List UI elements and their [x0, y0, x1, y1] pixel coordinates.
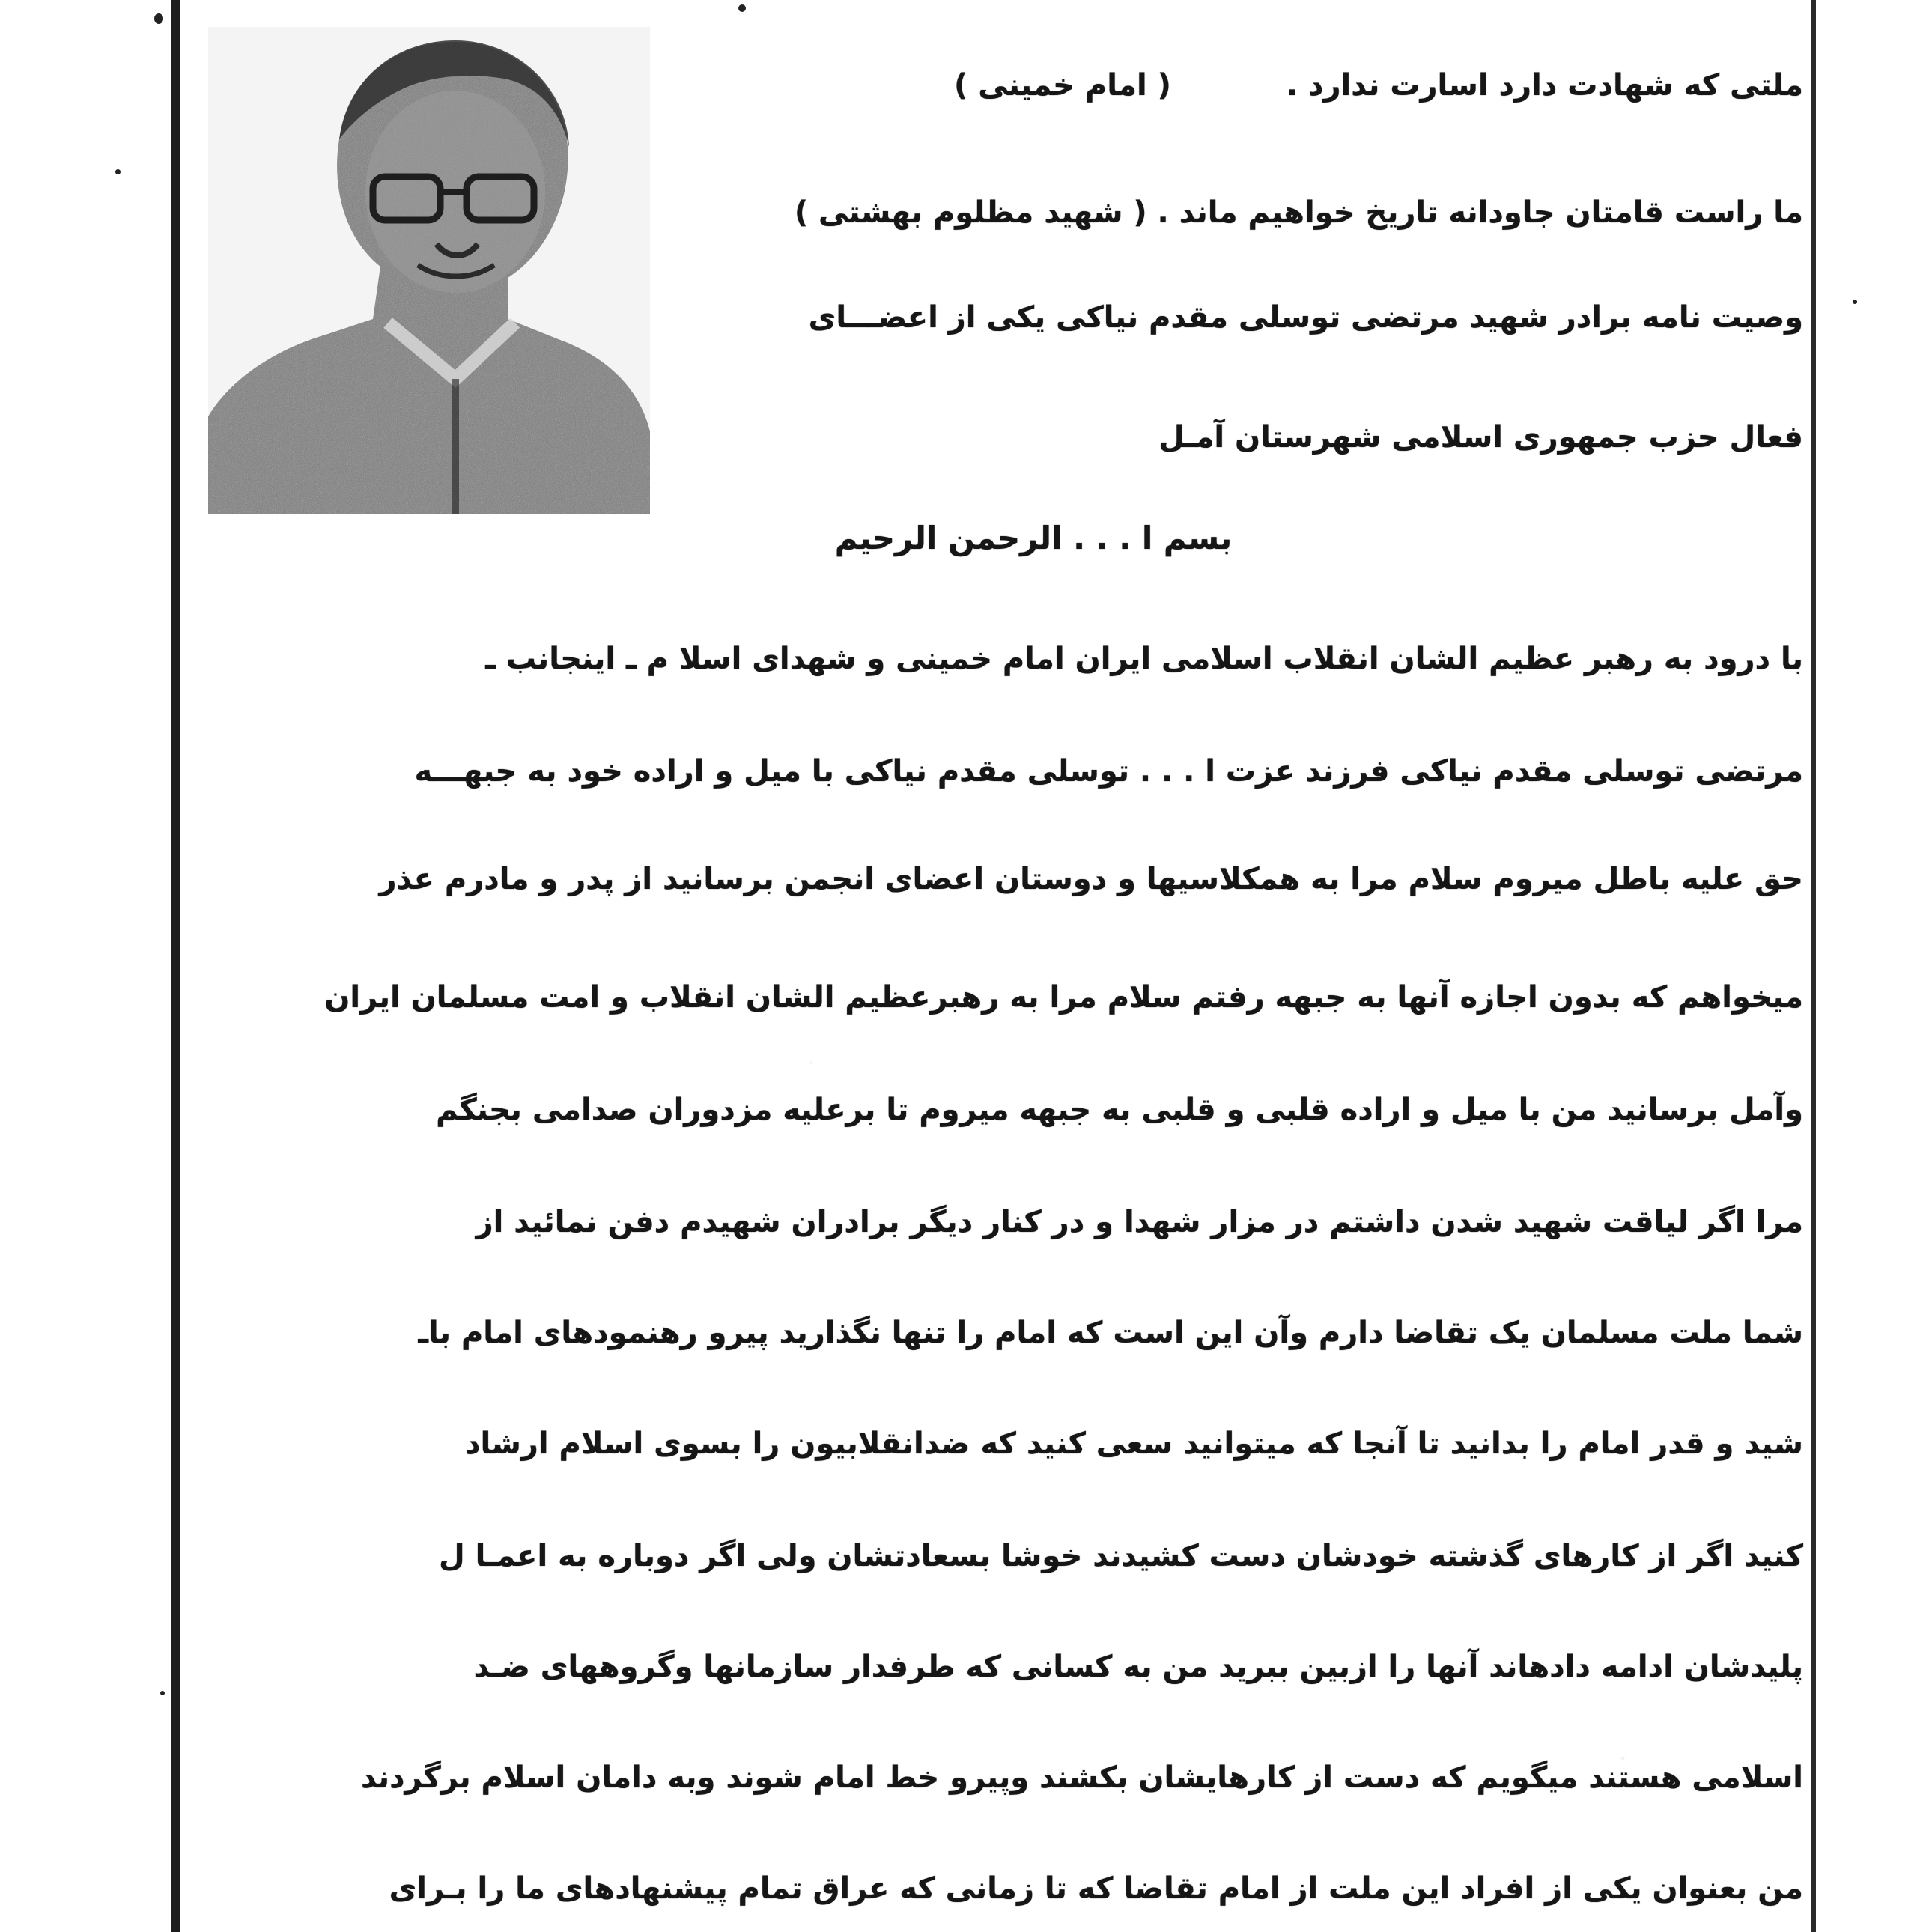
document-title-line-2: فعال حزب جمهوری اسلامی شهرستان آمـل — [1158, 420, 1803, 455]
bismillah-heading: بسم ا . . . الرحمن الرحیم — [834, 520, 1233, 556]
portrait-photo — [208, 27, 650, 514]
scan-speck — [154, 13, 163, 24]
right-page-edge — [1811, 0, 1816, 1932]
document-title-line-1: وصیت نامه برادر شهید مرتضی توسلی مقدم نیاکی یکی از اعضـــای — [808, 300, 1803, 335]
body-line: اسلامی هستند میگویم که دست از کارهایشان بکشند وپیرو خط امام شوند وبه دامان اسلام برگردند — [360, 1761, 1803, 1795]
body-line: مرا اگر لیاقت شهید شدن داشتم در مزار شهدا و در کنار دیگر برادران شهیدم دفن نمائید از — [476, 1205, 1803, 1239]
quote-attribution: ( امام خمینی ) — [954, 68, 1171, 103]
scan-speck — [1853, 300, 1857, 304]
body-line: شما ملت مسلمان یک تقاضا دارم وآن این است که امام را تنها نگذارید پیرو رهنمودهای امام باـ — [418, 1316, 1803, 1350]
body-line: پلیدشان ادامه دادهاند آنها را ازبین ببرید من به کسانی که طرفدار سازمانها وگروههای ضـد — [473, 1650, 1803, 1684]
quote-text: ملتی که شهادت دارد اسارت ندارد . — [1286, 68, 1803, 103]
body-line: من بعنوان یکی از افراد این ملت از امام تقاضا که تا زمانی که عراق تمام پیشنهادهای ما را بـرای — [389, 1871, 1803, 1906]
body-line: حق علیه باطل میروم سلام مرا به همکلاسیها و دوستان اعضای انجمن برسانید از پدر و مادرم عذر — [379, 862, 1803, 896]
scan-speck — [160, 1691, 165, 1695]
body-line: کنید اگر از کارهای گذشته خودشان دست کشیدند خوشا بسعادتشان ولی اگر دوباره به اعمـا ل — [439, 1539, 1803, 1573]
quote-shahid-beheshti: ما راست قامتان جاودانه تاریخ خواهیم ماند . ( شهید مظلوم بهشتی ) — [794, 195, 1803, 230]
scan-speck — [738, 4, 746, 12]
body-line: شید و قدر امام را بدانید تا آنجا که میتوانید سعی کنید که ضدانقلابیون را بسوی اسلام ارشاد — [464, 1427, 1803, 1461]
body-line: با درود به رهبر عظیم الشان انقلاب اسلامی ایران امام خمینی و شهدای اسلا م ـ اینجانب ـ — [485, 642, 1803, 676]
portrait-image — [208, 27, 650, 514]
scan-speck — [115, 169, 121, 174]
body-line: وآمل برسانید من با میل و اراده قلبی و قلبی به جبهه میروم تا برعلیه مزدوران صدامی بجنگم — [436, 1093, 1803, 1127]
left-page-edge — [171, 0, 180, 1932]
quote-imam-khomeini — [954, 67, 1803, 103]
body-line: میخواهم که بدون اجازه آنها به جبهه رفتم سلام مرا به رهبرعظیم الشان انقلاب و امت مسلمان ایران — [324, 980, 1803, 1015]
body-line: مرتضی توسلی مقدم نیاکی فرزند عزت ا . . . توسلی مقدم نیاکی با میل و اراده خود به جبهـــه — [414, 754, 1803, 789]
